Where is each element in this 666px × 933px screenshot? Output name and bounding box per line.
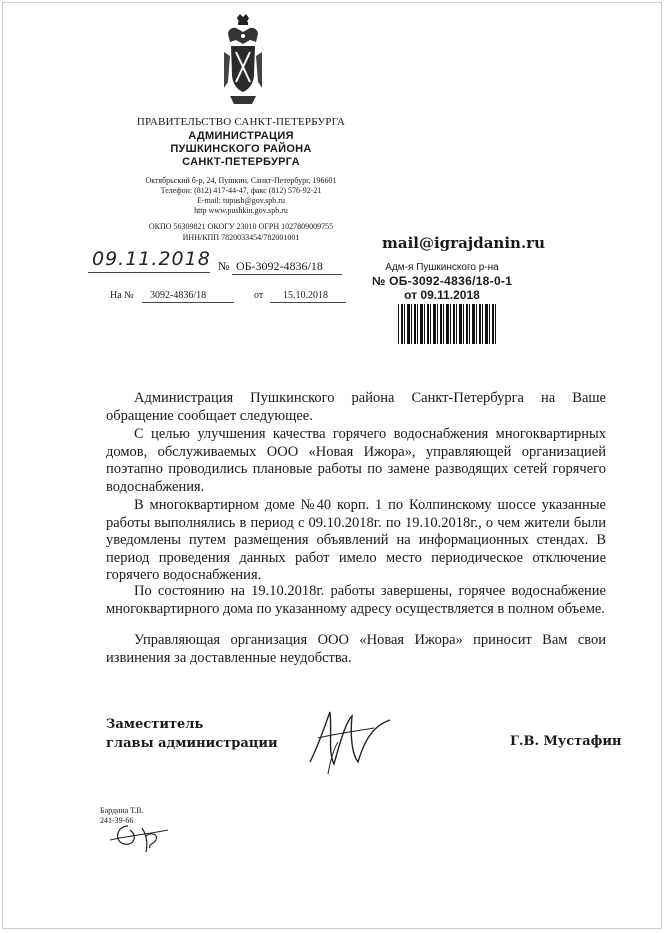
body-paragraph-4 xyxy=(106,583,606,618)
reference-label: На № xyxy=(110,290,134,301)
stamp-date: от 09.11.2018 xyxy=(404,288,480,302)
reference-date-label: от xyxy=(254,290,264,301)
barcode xyxy=(398,304,498,344)
body-paragraph-3 xyxy=(106,497,606,585)
paragraph-text: Администрация Пушкинского района Санкт-Петербурга на Ваше обращение сообщает следующее. xyxy=(106,390,606,424)
executor-name: Бардина Т.В. xyxy=(100,806,144,815)
government-name: ПРАВИТЕЛЬСТВО САНКТ-ПЕТЕРБУРГА xyxy=(136,116,346,128)
email-line: E-mail: tupush@gov.spb.ru xyxy=(197,196,285,205)
paragraph-text: По состоянию на 19.10.2018г. работы завершены, горячее водоснабжение многоквартирного дома по указанному адресу осуществляется в полном объеме. xyxy=(106,583,606,617)
website-line: http www.pushkin.gov.spb.ru xyxy=(194,206,288,215)
reference-date: 15.10.2018 xyxy=(283,290,328,301)
signatory-name: Г.В. Мустафин xyxy=(510,734,622,749)
outgoing-date-handwritten: 09.11.2018 xyxy=(92,248,211,270)
handwritten-signature-icon xyxy=(300,702,400,778)
paragraph-text: В многоквартирном доме №40 корп. 1 по Колпинскому шоссе указанные работы выполнялись в период с 09.10.2018г. по 19.10.2018г., о чем жители были уведомлены путем размещения объявлений на информационных стендах. В период проведения данных работ имело место периодическое отключение горячего водоснабжения. xyxy=(106,497,606,584)
recipient-email: mail@igrajdanin.ru xyxy=(382,234,545,252)
stamp-office: Адм-я Пушкинского р-на xyxy=(385,262,499,273)
body-paragraph-1 xyxy=(106,390,606,425)
signatory-position-line-2: главы администрации xyxy=(106,736,278,751)
stamp-number: № ОБ-3092-4836/18-0-1 xyxy=(371,274,513,288)
outgoing-number-label: № xyxy=(218,259,230,273)
reference-number: 3092-4836/18 xyxy=(150,290,207,301)
signatory-position xyxy=(106,715,278,753)
number-underline xyxy=(232,274,342,275)
phone-fax: Телефон: (812) 417-44-47, факс (812) 576-92-21 xyxy=(160,186,322,195)
reference-number-underline xyxy=(142,302,234,303)
admin-name-line-2: ПУШКИНСКОГО РАЙОНА xyxy=(170,143,312,155)
registry-codes: ОКПО 56309821 ОКОГУ 23010 ОГРН 1027809009755 xyxy=(148,222,334,231)
outgoing-number: ОБ-3092-4836/18 xyxy=(236,259,323,273)
coat-of-arms-icon xyxy=(220,12,266,110)
signatory-position-line-1: Заместитель xyxy=(106,717,204,732)
admin-name-line-3: САНКТ-ПЕТЕРБУРГА xyxy=(182,156,300,168)
date-underline xyxy=(88,272,210,273)
address: Октябрьский б-р, 24, Пушкин, Санкт-Петербург, 196601 xyxy=(145,176,337,185)
registration-stamp xyxy=(364,262,520,352)
paragraph-text: С целью улучшения качества горячего водоснабжения многоквартирных домов, обслуживаемых ООО «Новая Ижора», управляющей организацией поэтапно проводились плановые работы по замене разводящих сетей горячего водоснабжения. xyxy=(106,426,606,495)
inn-kpp: ИНН/КПП 7820033454/782001001 xyxy=(182,233,300,242)
paragraph-text: Управляющая организация ООО «Новая Ижора» приносит Вам свои извинения за доставленные неудобства. xyxy=(106,632,606,666)
admin-name-line-1: АДМИНИСТРАЦИЯ xyxy=(188,130,294,142)
body-paragraph-5 xyxy=(106,632,606,667)
handwritten-initials-icon xyxy=(108,816,178,856)
reference-date-underline xyxy=(270,302,346,303)
executor-phone: 241-39-66 xyxy=(100,816,134,825)
body-paragraph-2 xyxy=(106,426,606,496)
